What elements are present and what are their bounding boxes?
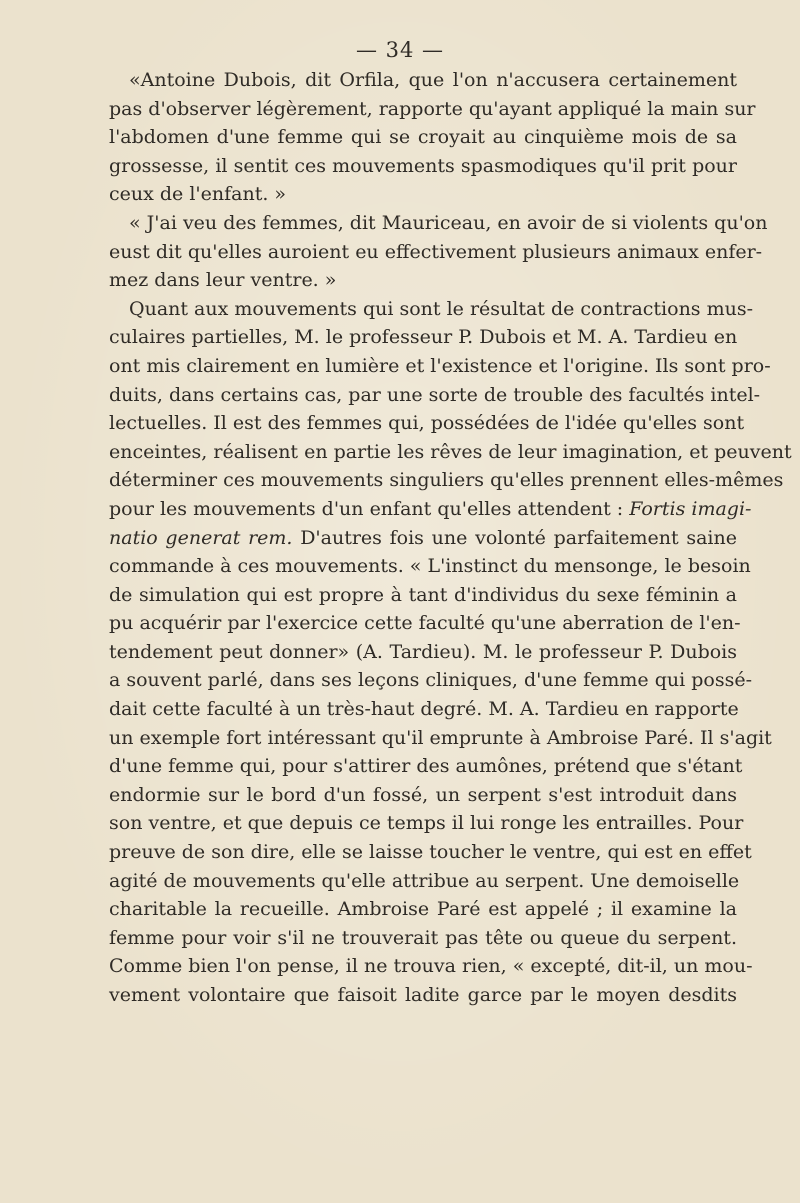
text-line: a souvent parlé, dans ses leçons cliniques, d'une femme qui possé-: [109, 669, 752, 692]
text-line: un exemple fort intéressant qu'il emprunte à Ambroise Paré. Il s'agit: [109, 726, 772, 749]
text-line: preuve de son dire, elle se laisse toucher le ventre, qui est en effet: [109, 841, 752, 864]
text-line: pas d'observer légèrement, rapporte qu'ayant appliqué la main sur: [109, 97, 756, 120]
text-line: mez dans leur ventre. »: [109, 269, 337, 292]
text-line: tendement peut donner» (A. Tardieu). M. le professeur P. Dubois: [109, 640, 737, 663]
text-line-with-italic: [109, 495, 752, 524]
text-line: «Antoine Dubois, dit Orfila, que l'on n'accusera certainement: [129, 69, 737, 91]
text-line: enceintes, réalisent en partie les rêves de leur imagination, et peuvent: [109, 440, 792, 463]
italic-quote: natio generat rem.: [109, 526, 293, 549]
text-line: « J'ai veu des femmes, dit Mauriceau, en avoir de si violents qu'on: [129, 211, 768, 234]
text-line: d'une femme qui, pour s'attirer des aumônes, prétend que s'étant: [109, 755, 743, 778]
text-line: grossesse, il sentit ces mouvements spasmodiques qu'il prit pour: [109, 154, 737, 177]
text-line: endormie sur le bord d'un fossé, un serpent s'est introduit dans: [109, 783, 737, 806]
italic-quote: Fortis imagi-: [629, 497, 752, 520]
text-line: ont mis clairement en lumière et l'existence et l'origine. Ils sont pro-: [109, 354, 771, 377]
text-line-with-italic: [109, 524, 737, 553]
page-number: — 34 —: [355, 38, 445, 62]
text-line: commande à ces mouvements. « L'instinct du mensonge, le besoin: [109, 555, 751, 578]
text-line: ceux de l'enfant. »: [109, 183, 287, 206]
text-line: l'abdomen d'une femme qui se croyait au cinquième mois de sa: [109, 126, 737, 149]
text-line: lectuelles. Il est des femmes qui, possédées de l'idée qu'elles sont: [109, 412, 745, 435]
text-line: culaires partielles, M. le professeur P. Dubois et M. A. Tardieu en: [109, 326, 738, 349]
body-text: [109, 66, 792, 1010]
text-line: dait cette faculté à un très-haut degré. M. A. Tardieu en rapporte: [109, 698, 739, 721]
text-line: déterminer ces mouvements singuliers qu'elles prennent elles-mêmes: [109, 469, 784, 492]
text-line: vement volontaire que faisoit ladite garce par le moyen desdits: [109, 984, 737, 1006]
text-line: charitable la recueille. Ambroise Paré est appelé ; il examine la: [109, 898, 737, 921]
text-line: eust dit qu'elles auroient eu effectivement plusieurs animaux enfer-: [109, 240, 763, 263]
text-line: son ventre, et que depuis ce temps il lui ronge les entrailles. Pour: [109, 812, 744, 835]
text-line: pu acquérir par l'exercice cette faculté qu'une aberration de l'en-: [109, 612, 741, 635]
text-line: de simulation qui est propre à tant d'individus du sexe féminin a: [109, 583, 737, 606]
text-line: Comme bien l'on pense, il ne trouva rien, « excepté, dit-il, un mou-: [109, 955, 753, 978]
text-segment: pour les mouvements d'un enfant qu'elles attendent :: [109, 497, 624, 520]
text-line: Quant aux mouvements qui sont le résultat de contractions mus-: [129, 297, 754, 320]
text-line: femme pour voir s'il ne trouverait pas tête ou queue du serpent.: [109, 926, 737, 949]
text-segment: D'autres fois une volonté parfaitement saine: [300, 526, 737, 549]
text-line: agité de mouvements qu'elle attribue au serpent. Une demoiselle: [109, 869, 740, 892]
text-line: duits, dans certains cas, par une sorte de trouble des facultés intel-: [109, 383, 761, 406]
